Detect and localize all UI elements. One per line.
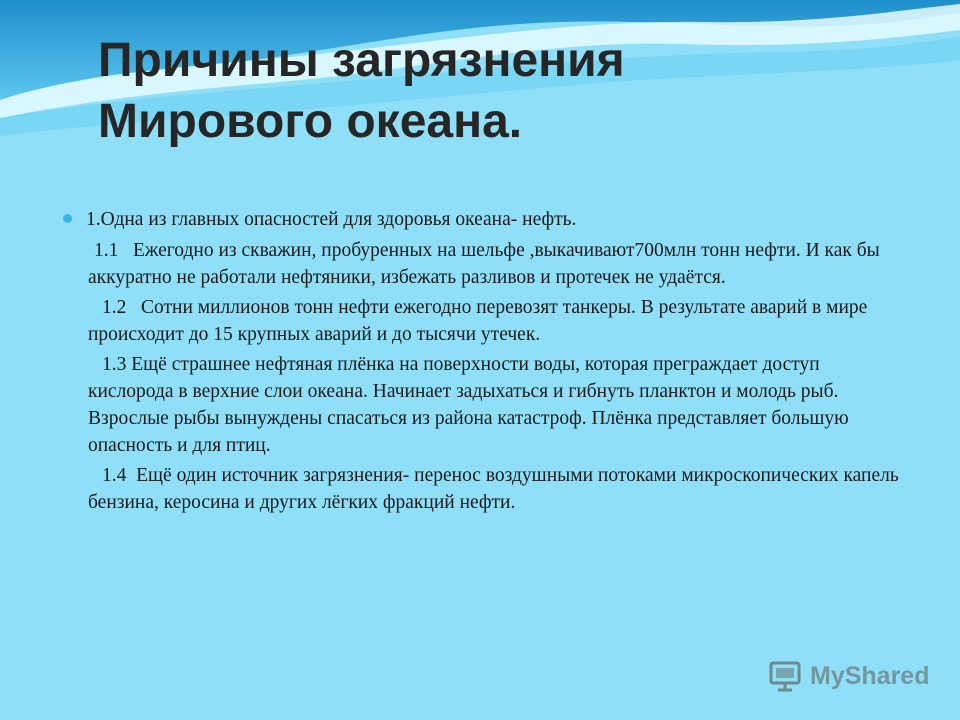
presentation-board-icon [768,659,802,693]
watermark [768,656,929,696]
sub-item-2 [78,294,908,348]
sub-item-text: Сотни миллионов тонн нефти ежегодно перевозят танкеры. В результате аварий в мире происходит до 15 крупных аварий и до тысячи утечек. [88,297,868,345]
sub-item-number: 1.1 [94,240,119,261]
sub-item-text: Ежегодно из скважин, пробуренных на шельфе ,выкачивают700млн тонн нефти. И как бы аккуратно не работали нефтяники, избежать разливов и протечек не удаётся. [88,240,880,288]
watermark-text: MyShared [810,661,930,690]
sub-item-number: 1.4 [102,465,127,486]
bullet-dot-icon [63,214,72,223]
sub-item-4 [78,462,908,516]
main-bullet-text: 1.Одна из главных опасностей для здоровья океана- нефть. [86,209,577,230]
sub-item-1 [78,237,908,291]
slide-body [78,206,908,516]
title-line-2: Мирового океана. [98,95,523,148]
sub-item-number: 1.3 [102,354,127,375]
sub-item-number: 1.2 [102,297,127,318]
sub-item-text: Ещё страшнее нефтяная плёнка на поверхности воды, которая преграждает доступ кислорода в верхние слои океана. Начинает задыхаться и гибнуть планктон и молодь рыб. Взрослые рыбы вынуждены спасаться из района катастроф. Плёнка представляет большую опасность и для птиц. [88,354,849,456]
main-bullet [78,206,908,234]
title-line-1: Причины загрязнения [98,34,625,87]
slide-title [98,30,858,152]
sub-item-text: Ещё один источник загрязнения- перенос воздушными потоками микроскопических капель бензина, керосина и других лёгких фракций нефти. [88,465,899,513]
sub-item-3 [78,351,908,459]
